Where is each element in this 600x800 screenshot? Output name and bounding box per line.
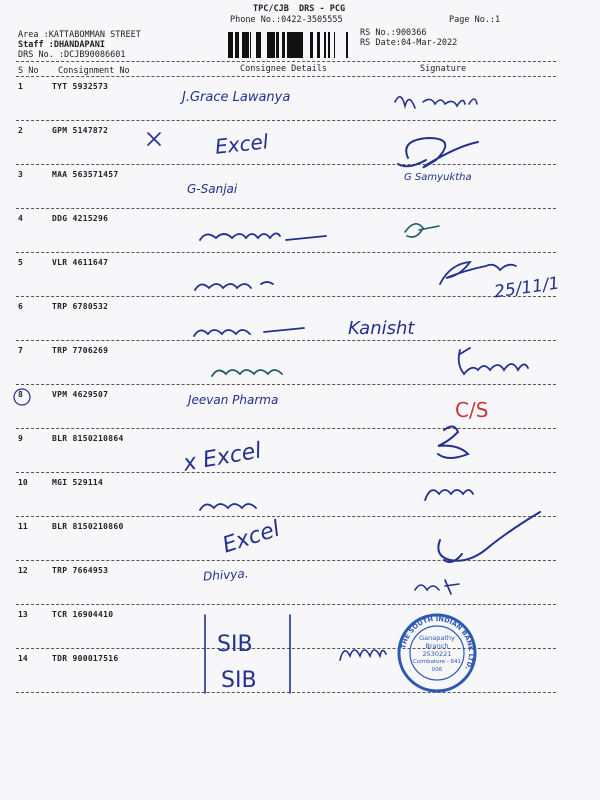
drs-number: DRS No. :DCJB90086601 (18, 50, 126, 60)
signature-row-11 (438, 512, 540, 562)
consignee-row-6 (194, 328, 304, 336)
consignee-hand-1: J.Grace Lawanya (182, 90, 291, 105)
signature-row-4 (405, 224, 439, 237)
stamp-place: Coimbatore - 641 006 (413, 659, 461, 673)
col-consignee: Consignee Details (240, 64, 327, 74)
x-mark-row-2 (148, 133, 160, 145)
signature-hand-5: 25/11/1 (492, 273, 561, 303)
row-sno: 11 (18, 522, 28, 531)
area-field: Area :KATTABOMMAN STREET (18, 30, 141, 40)
row-consignment-no: MGI 529114 (52, 478, 104, 487)
consignee-row-5 (195, 282, 273, 290)
row-consignment-no: TRP 7664953 (52, 566, 109, 575)
signature-row-1 (395, 97, 477, 108)
signature-row-12 (415, 580, 459, 594)
row-consignment-no: TRP 6780532 (52, 302, 109, 311)
consignee-hand-3: G-Sanjai (187, 182, 238, 196)
stamp-branch: Ganapathy Branch (419, 634, 455, 650)
row-consignment-no: BLR 8150210860 (52, 522, 124, 531)
row-consignment-no: DDG 4215296 (52, 214, 109, 223)
consignee-row-10 (200, 504, 256, 510)
signature-hand-8: C/S (455, 398, 489, 422)
row-consignment-no: VPM 4629507 (52, 390, 109, 399)
signature-row-10 (425, 490, 473, 500)
row-sno: 10 (18, 478, 28, 487)
signature-row-9 (438, 426, 468, 458)
consignee-hand-9: x Excel (181, 438, 264, 477)
signature-row-13 (340, 650, 386, 660)
row-consignment-no: TCR 16904410 (52, 610, 114, 619)
bank-stamp (396, 612, 478, 694)
consignee-hand-11: Excel (219, 516, 284, 559)
row-consignment-no: BLR 8150210864 (52, 434, 124, 443)
col-consignment: Consignment No (58, 66, 130, 76)
phone-number: Phone No.:0422-3505555 (230, 15, 343, 25)
signature-hand-3: G Samyuktha (404, 172, 472, 183)
row-sno: 1 (18, 82, 23, 91)
consignee-hand-12: Dhivya. (202, 566, 249, 584)
row-sno: 2 (18, 126, 23, 135)
sib-box-lines (205, 615, 290, 693)
row-sno: 14 (18, 654, 28, 663)
row-sno: 5 (18, 258, 23, 267)
signature-hand-6: Kanisht (348, 318, 415, 339)
consignee-hand-14: SIB (221, 668, 257, 693)
consignee-hand-13: SIB (217, 632, 253, 657)
page-number: Page No.:1 (449, 15, 501, 25)
row-consignment-no: GPM 5147872 (52, 126, 109, 135)
row-sno: 3 (18, 170, 23, 179)
row-consignment-no: TYT 5932573 (52, 82, 109, 91)
signature-row-7 (459, 348, 528, 374)
col-signature: Signature (420, 64, 467, 74)
stamp-bank-name: THE SOUTH INDIAN BANK LTD. (399, 614, 476, 672)
row-sno: 8 (18, 390, 23, 399)
consignee-hand-2: Excel (213, 129, 270, 159)
staff-field: Staff :DHANDAPANI (18, 40, 105, 50)
row-sno: 4 (18, 214, 23, 223)
row-sno: 12 (18, 566, 28, 575)
row-consignment-no: TRP 7706269 (52, 346, 109, 355)
drs-title: TPC/CJB DRS - PCG (253, 4, 346, 14)
rs-number: RS No.:900366 (360, 28, 427, 38)
row-consignment-no: MAA 563571457 (52, 170, 119, 179)
row-sno: 13 (18, 610, 28, 619)
row-sno: 7 (18, 346, 23, 355)
consignee-row-4 (200, 233, 326, 240)
stamp-code: 2530221 (422, 650, 452, 658)
rs-date: RS Date:04-Mar-2022 (360, 38, 458, 48)
signature-row-2 (398, 138, 478, 167)
row-consignment-no: TDR 900017516 (52, 654, 119, 663)
col-sno: S No (18, 66, 39, 76)
row-consignment-no: VLR 4611647 (52, 258, 109, 267)
consignee-hand-8: Jeevan Pharma (188, 393, 279, 407)
consignee-row-7 (212, 370, 282, 376)
row-sno: 9 (18, 434, 23, 443)
signature-row-5 (440, 262, 516, 284)
row-sno: 6 (18, 302, 23, 311)
